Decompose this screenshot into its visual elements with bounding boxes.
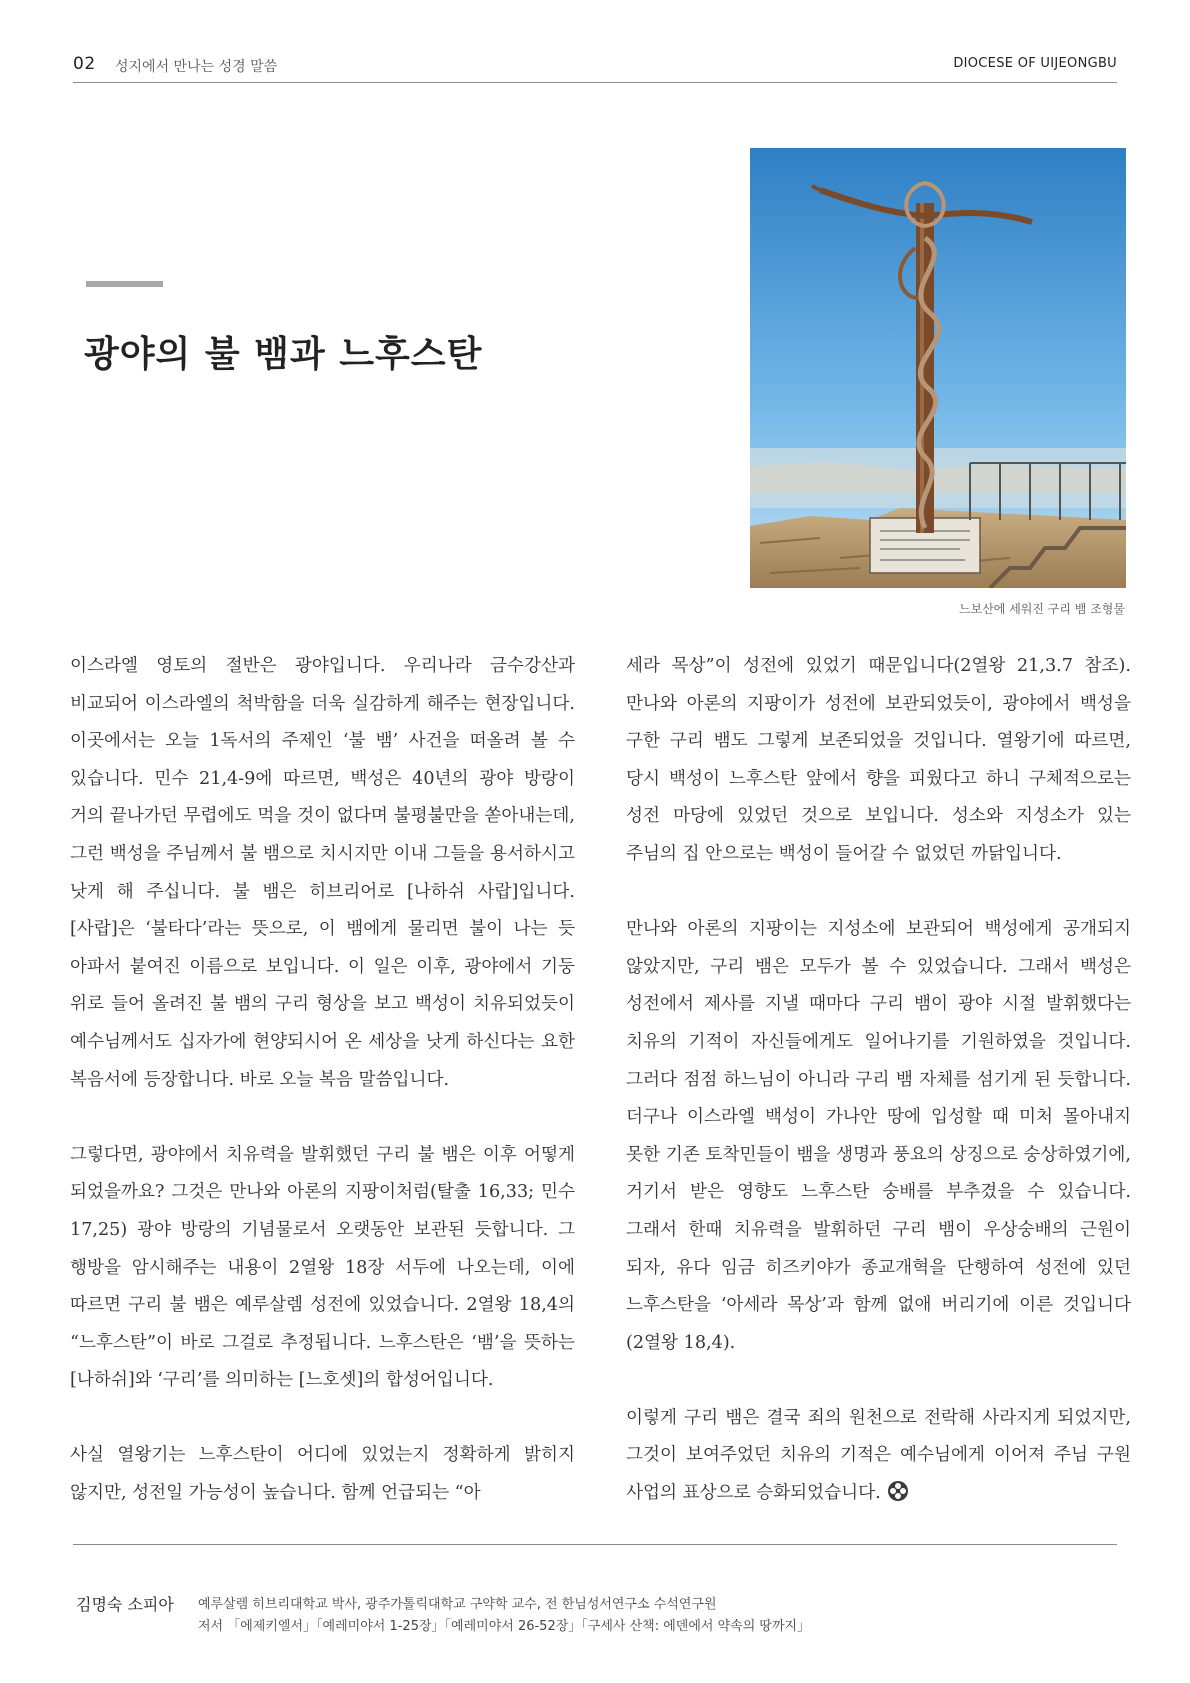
bronze-serpent-photo — [750, 148, 1126, 588]
body-column-right — [626, 648, 1131, 1554]
article-title: 광야의 불 뱀과 느후스탄 — [84, 333, 483, 375]
body-column-left — [70, 648, 575, 1550]
flower-end-mark-icon — [887, 1479, 909, 1517]
paragraph: 세라 목상”이 성전에 있었기 때문입니다(2열왕 21,3.7 참조). 만나와 아론의 지팡이가 성전에 보관되었듯이, 광야에서 백성을 구한 구리 뱀도 그렇게 보존되었을 것입니다. 열왕기에 따르면, 당시 백성이 느후스탄 앞에서 향을 피웠다고 하니 구체적으로는 성전 마당에 있었던 것으로 보입니다. 성소와 지성소가 있는 주님의 집 안으로는 백성이 들어갈 수 없었던 까닭입니다. — [626, 656, 1131, 864]
author-bio-line: 예루살렘 히브리대학교 박사, 광주가톨릭대학교 구약학 교수, 전 한님성서연구소 수석연구원 — [198, 1597, 717, 1612]
header-divider — [73, 82, 1117, 83]
section-title: 성지에서 만나는 성경 말씀 — [115, 59, 278, 75]
paragraph: 만나와 아론의 지팡이는 지성소에 보관되어 백성에게 공개되지 않았지만, 구리 뱀은 모두가 볼 수 있었습니다. 그래서 백성은 성전에서 제사를 지낼 때마다 구리 뱀이 광야 시절 발휘했다는 치유의 기적이 자신들에게도 일어나기를 기원하였을 것입니다. 그러다 점점 하느님이 아니라 구리 뱀 자체를 섬기게 된 듯합니다. 더구나 이스라엘 백성이 가나안 땅에 입성할 때 미처 몰아내지 못한 기존 토착민들이 뱀을 생명과 풍요의 상징으로 숭상하였기에, 거기서 받은 영향도 느후스탄 숭배를 부추겼을 수 있습니다. 그래서 한때 치유력을 발휘하던 구리 뱀이 우상숭배의 근원이 되자, 유다 임금 히즈키야가 종교개혁을 단행하여 성전에 있던 느후스탄을 ‘아세라 목상’과 함께 없애 버리기에 이른 것입니다(2열왕 18,4). — [626, 919, 1131, 1353]
paragraph: 이스라엘 영토의 절반은 광야입니다. 우리나라 금수강산과 비교되어 이스라엘의 척박함을 더욱 실감하게 해주는 현장입니다. 이곳에서는 오늘 1독서의 주제인 ‘불 뱀’ 사건을 떠올려 볼 수 있습니다. 민수 21,4-9에 따르면, 백성은 40년의 광야 방랑이 거의 끝나가던 무렵에도 먹을 것이 없다며 불평불만을 쏟아내는데, 그런 백성을 주님께서 불 뱀으로 치시지만 이내 그들을 용서하시고 낫게 해 주십니다. 불 뱀은 히브리어로 [나하쉬 사랍]입니다. [사랍]은 ‘불타다’라는 뜻으로, 이 뱀에게 물리면 불이 나는 듯 아파서 붙여진 이름으로 보입니다. 이 일은 이후, 광야에서 기둥 위로 들어 올려진 불 뱀의 구리 형상을 보고 백성이 치유되었듯이 예수님께서도 십자가에 현양되시어 온 세상을 낫게 하신다는 요한 복음서에 등장합니다. 바로 오늘 복음 말씀입니다. — [70, 656, 575, 1090]
page-number: 02 — [73, 54, 96, 74]
paragraph-text: 이렇게 구리 뱀은 결국 죄의 원천으로 전락해 사라지게 되었지만, 그것이 보여주었던 치유의 기적은 예수님에게 이어져 주님 구원 사업의 표상으로 승화되었습니다. — [626, 1407, 1131, 1504]
diocese-name: DIOCESE OF UIJEONGBU — [953, 56, 1117, 71]
author-bio-line: 저서 「에제키엘서」「예레미야서 1-25장」「예레미야서 26-52장」「구세사 산책: 에덴에서 약속의 땅까지」 — [198, 1619, 811, 1634]
paragraph: 그렇다면, 광야에서 치유력을 발휘했던 구리 불 뱀은 이후 어떻게 되었을까요? 그것은 만나와 아론의 지팡이처럼(탈출 16,33; 민수 17,25) 광야 방랑의 기념물로서 오랫동안 보관된 듯합니다. 그 행방을 암시해주는 내용이 2열왕 18장 서두에 나오는데, 이에 따르면 구리 불 뱀은 예루살렘 성전에 있었습니다. 2열왕 18,4의 “느후스탄”이 바로 그걸로 추정됩니다. 느후스탄은 ‘뱀’을 뜻하는 [나하쉬]와 ‘구리’를 의미하는 [느호셋]의 합성어입니다. — [70, 1144, 575, 1391]
title-accent-bar — [86, 281, 163, 287]
paragraph-final — [626, 1400, 1131, 1517]
photo-caption: 느보산에 세워진 구리 뱀 조형물 — [959, 602, 1125, 616]
author-name: 김명숙 소피아 — [76, 1595, 174, 1614]
author-bio — [198, 1594, 810, 1638]
page-header — [73, 54, 1117, 80]
paragraph: 사실 열왕기는 느후스탄이 어디에 있었는지 정확하게 밝히지 않지만, 성전일 가능성이 높습니다. 함께 언급되는 “아 — [70, 1445, 575, 1504]
footer-divider — [73, 1544, 1117, 1545]
